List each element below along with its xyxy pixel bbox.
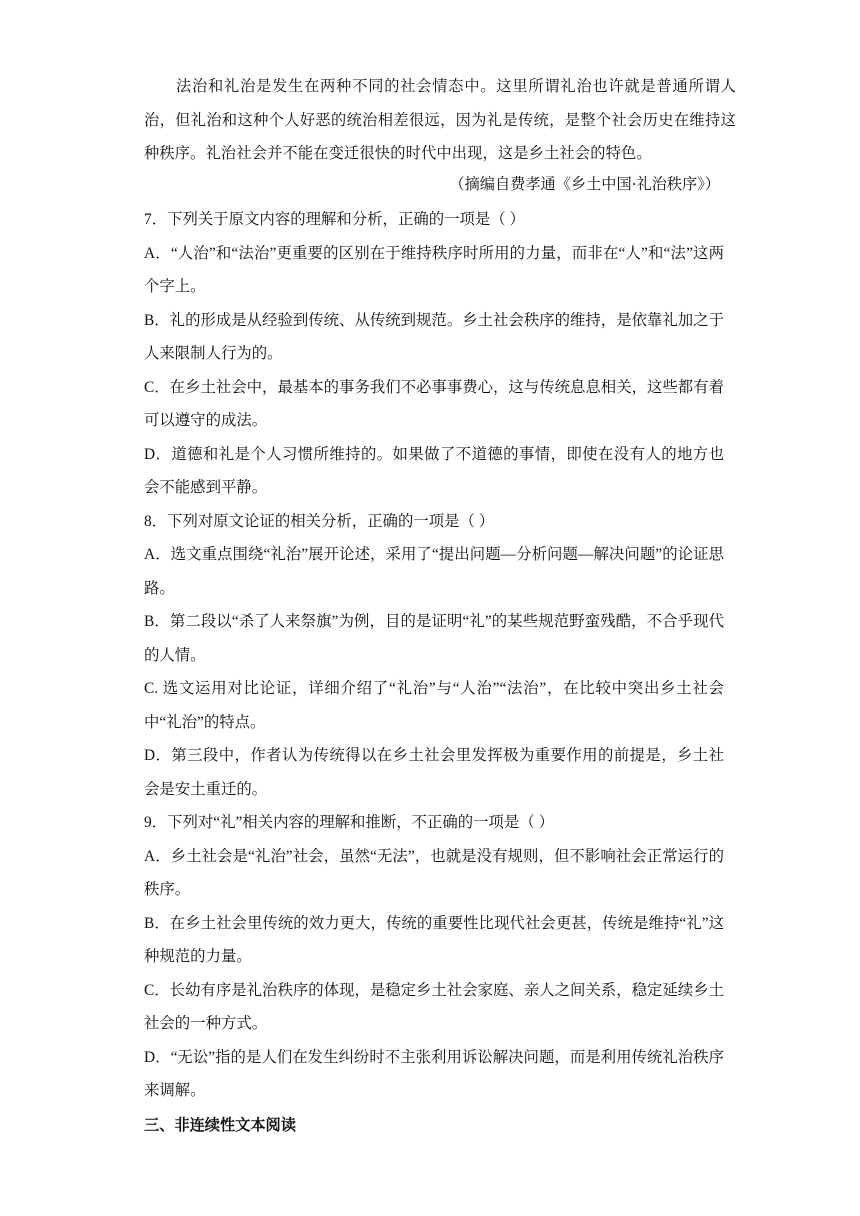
passage-paragraph: 法治和礼治是发生在两种不同的社会情态中。这里所谓礼治也许就是普通所谓人治，但礼治和这种个人好恶的统治相差很远，因为礼是传统，是整个社会历史在维持这种秩序。礼治社会并不能在变迁很快的时代中出现，这是乡土社会的特色。 <box>144 77 736 162</box>
question-9 <box>144 806 724 1108</box>
option-b: B．在乡土社会里传统的效力更大，传统的重要性比现代社会更甚，传统是维持“礼”这种规范的力量。 <box>144 914 724 965</box>
option-c: C．长幼有序是礼治秩序的体现，是稳定乡土社会家庭、亲人之间关系，稳定延续乡土社会的一种方式。 <box>144 981 724 1032</box>
option-a: A．“人治”和“法治”更重要的区别在于维持秩序时所用的力量，而非在“人”和“法”这两个字上。 <box>144 244 724 295</box>
option-c: C. 选文运用对比论证，详细介绍了“礼治”与“人治”“法治”，在比较中突出乡土社会中“礼治”的特点。 <box>144 680 724 731</box>
question-stem: 8．下列对原文论证的相关分析，正确的一项是（ ） <box>144 512 495 530</box>
question-8 <box>144 505 724 807</box>
option-d: D．第三段中，作者认为传统得以在乡土社会里发挥极为重要作用的前提是，乡土社会是安土重迁的。 <box>144 747 724 798</box>
option-b: B．第二段以“杀了人来祭旗”为例，目的是证明“礼”的某些规范野蛮残酷，不合乎现代的人情。 <box>144 613 724 664</box>
question-stem: 9．下列对“礼”相关内容的理解和推断，不正确的一项是（ ） <box>144 814 554 831</box>
question-stem: 7．下列关于原文内容的理解和分析，正确的一项是（ ） <box>144 211 525 228</box>
option-a: A．乡土社会是“礼治”社会，虽然“无法”，也就是没有规则，但不影响社会正常运行的秩序。 <box>144 847 724 898</box>
option-a: A．选文重点围绕“礼治”展开论述，采用了“提出问题—分析问题—解决问题”的论证思路。 <box>144 546 724 597</box>
passage-source-citation: （摘编自费孝通《乡土中国·礼治秩序》） <box>449 175 720 193</box>
question-list <box>144 203 724 1108</box>
question-7 <box>144 203 724 505</box>
option-b: B．礼的形成是从经验到传统、从传统到规范。乡土社会秩序的维持，是依靠礼加之于人来限制人行为的。 <box>144 311 724 362</box>
section-heading: 三、非连续性文本阅读 <box>144 1116 296 1134</box>
option-d: D．“无讼”指的是人们在发生纠纷时不主张利用诉讼解决问题，而是利用传统礼治秩序来调解。 <box>144 1048 724 1099</box>
option-d: D．道德和礼是个人习惯所维持的。如果做了不道德的事情，即使在没有人的地方也会不能感到平静。 <box>144 445 724 496</box>
option-c: C．在乡土社会中，最基本的事务我们不必事事费心，这与传统息息相关，这些都有着可以遵守的成法。 <box>144 378 724 429</box>
